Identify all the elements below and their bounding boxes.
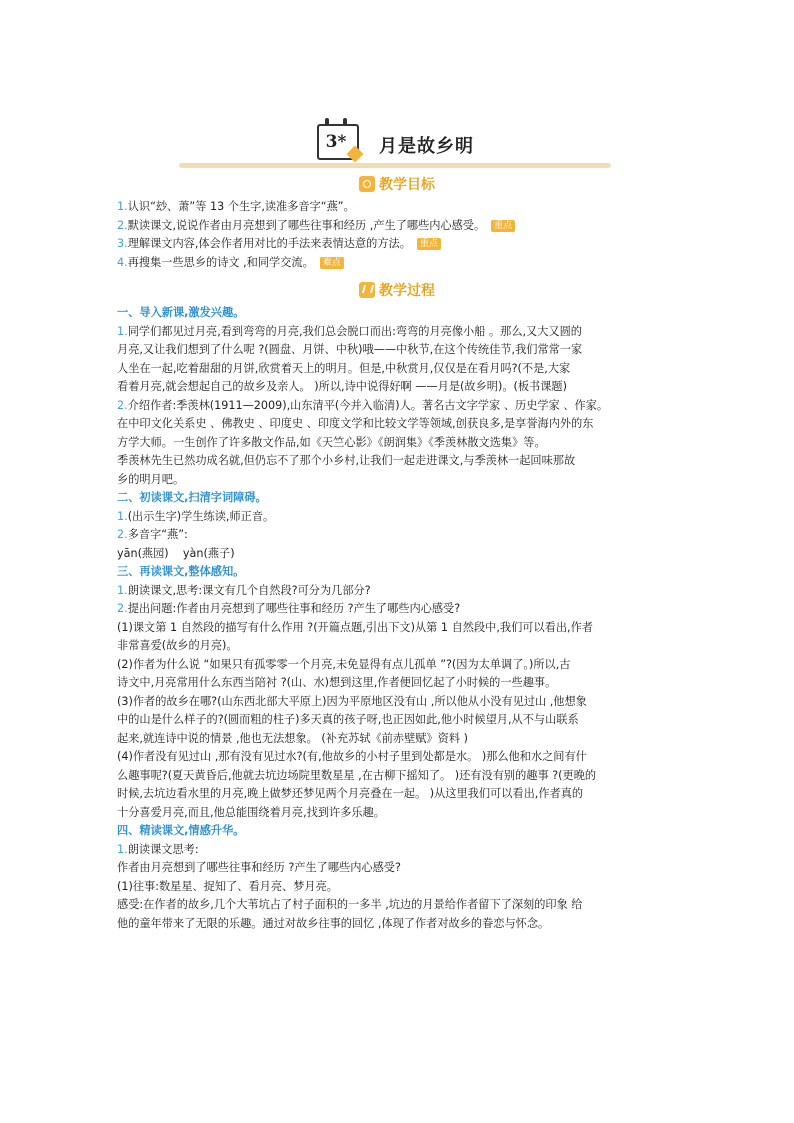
paragraph-line: 2.多音字“燕”: (117, 528, 188, 541)
paragraph-line: 时候,去坑边看水里的月亮,晚上做梦还梦见两个月亮叠在一起。 )从这里我们可以看出,作者真的 (117, 787, 584, 800)
paragraph-line: 乡的明月吧。 (117, 472, 185, 486)
page-title: 月是故乡明 (379, 136, 474, 157)
section-title: 四、精读课文,情感升华。 (117, 824, 245, 837)
paragraph-line: (4)作者没有见过山 ,那有没有见过水?(有,他故乡的小村子里到处都是水。 )那么他和水之间有什 (117, 750, 587, 763)
paragraph-line: (1)课文第 1 自然段的描写有什么作用 ?(开篇点题,引出下文)从第 1 自然段中,我们可以看出,作者 (117, 620, 593, 634)
pinyin-line: yān(燕园) yàn(燕子) (117, 546, 235, 560)
paragraph-line: 1.(出示生字)学生练读,师正音。 (117, 509, 275, 523)
calendar-icon (317, 118, 357, 156)
goal-item: 4.再搜集一些思乡的诗文 ,和同学交流。 难点 (117, 254, 677, 273)
goal-item: 1.认识“玅、萧”等 13 个生字,读准多音字“燕”。 (117, 200, 355, 213)
paragraph-line: (1)往事:数星星、捉知了、看月亮、梦月亮。 (117, 879, 338, 893)
key-point-badge: 重点 (491, 220, 515, 232)
title-row (117, 118, 677, 166)
lesson-number: 3* (325, 132, 347, 152)
paragraph-line: (2)作者为什么说 “如果只有孤零零一个月亮,未免显得有点儿孤单 ”?(因为太单调了。)所以,古 (117, 657, 571, 671)
goals-heading: 教学目标 (117, 174, 677, 194)
paragraph-line: 月亮,又让我们想到了什么呢 ?(圆盘、月饼、中秋)哦——中秋节,在这个传统佳节,我们常常一家 (117, 343, 583, 356)
paragraph-line: 方学大师。一生创作了许多散文作品,如《天竺心影》《朗润集》《季羡林散文选集》等。 (117, 435, 546, 449)
paragraph-line: 1.朗读课文思考: (117, 842, 199, 856)
paragraph-line: (3)作者的故乡在哪?(山东西北部大平原上)因为平原地区没有山 ,所以他从小没有见过山 ,他想象 (117, 694, 587, 708)
paragraph-line: 中的山是什么样子的?(圆而粗的柱子)多天真的孩子呀,也正因如此,他小时候望月,从不与山联系 (117, 713, 579, 726)
paragraph-line: 1.朗读课文,思考:课文有几个自然段?可分为几部分? (117, 583, 371, 597)
paragraph-line: 感受:在作者的故乡,几个大苇坑占了村子面积的一多半 ,坑边的月景给作者留下了深刻的印象 给 (117, 898, 583, 911)
key-point-badge: 重点 (417, 238, 441, 250)
document-page (117, 118, 677, 933)
paragraph-line: 作者由月亮想到了哪些往事和经历 ?产生了哪些内心感受? (117, 861, 401, 874)
section-title: 三、再读课文,整体感知。 (117, 565, 245, 578)
paragraph-line: 在中印文化关系史 、佛教史 、印度史 、印度文学和比较文学等领域,创获良多,是享誉海内外的东 (117, 417, 594, 430)
goal-item: 3.理解课文内容,体会作者用对比的手法来表情达意的方法。 重点 (117, 235, 677, 254)
title-underline (179, 163, 611, 168)
paragraph-line: 季羡林先生已然功成名就,但仍忘不了那个小乡村,让我们一起走进课文,与季羡林一起回味那故 (117, 454, 576, 467)
paragraph-line: 他的童年带来了无限的乐趣。通过对故乡往事的回忆 ,体现了作者对故乡的眷恋与怀念。 (117, 916, 550, 930)
section-title: 一、导入新课,激发兴趣。 (117, 306, 245, 319)
paragraph-line: 么趣事呢?(夏天黄昏后,他就去坑边场院里数星星 ,在古柳下摇知了。 )还有没有别的趣事 ?(更晚的 (117, 768, 597, 782)
paragraph-line: 十分喜爱月亮,而且,他总能围绕着月亮,找到许多乐趣。 (117, 805, 385, 819)
paragraph-line: 1.同学们都见过月亮,看到弯弯的月亮,我们总会脱口而出:弯弯的月亮像小船 。那么,又大又圆的 (117, 324, 582, 338)
paragraph-line: 诗文中,月亮常用什么东西当陪衬 ?(山、水)想到这里,作者便回忆起了小时候的一些趣事。 (117, 676, 557, 689)
paragraph-line: 2.提出问题:作者由月亮想到了哪些往事和经历 ?产生了哪些内心感受? (117, 602, 461, 615)
paragraph-line: 非常喜爱(故乡的月亮)。 (117, 639, 238, 652)
paragraph-line: 2.介绍作者:季羡林(1911—2009),山东清平(今并入临清)人。著名古文字学家 、历史学家 、作家。 (117, 398, 609, 412)
target-icon (359, 176, 375, 192)
paragraph-line: 看着月亮,就会想起自己的故乡及亲人。 )所以,诗中说得好啊 ——月是(故乡明)。(板书课题) (117, 380, 567, 393)
goal-item: 2.默读课文,说说作者由月亮想到了哪些往事和经历 ,产生了哪些内心感受。 重点 (117, 217, 677, 236)
section-title: 二、初读课文,扫清字词障碍。 (117, 491, 267, 504)
difficulty-badge: 难点 (320, 257, 344, 269)
process-icon (359, 282, 375, 298)
paragraph-line: 起来,就连诗中说的情景 ,他也无法想象。 (补充苏轼《前赤壁赋》资料 ) (117, 731, 468, 745)
process-heading: 教学过程 (117, 280, 677, 300)
paragraph-line: 人坐在一起,吃着甜甜的月饼,欣赏着天上的明月。但是,中秋赏月,仅仅是在看月吗?(不是,大家 (117, 361, 571, 375)
